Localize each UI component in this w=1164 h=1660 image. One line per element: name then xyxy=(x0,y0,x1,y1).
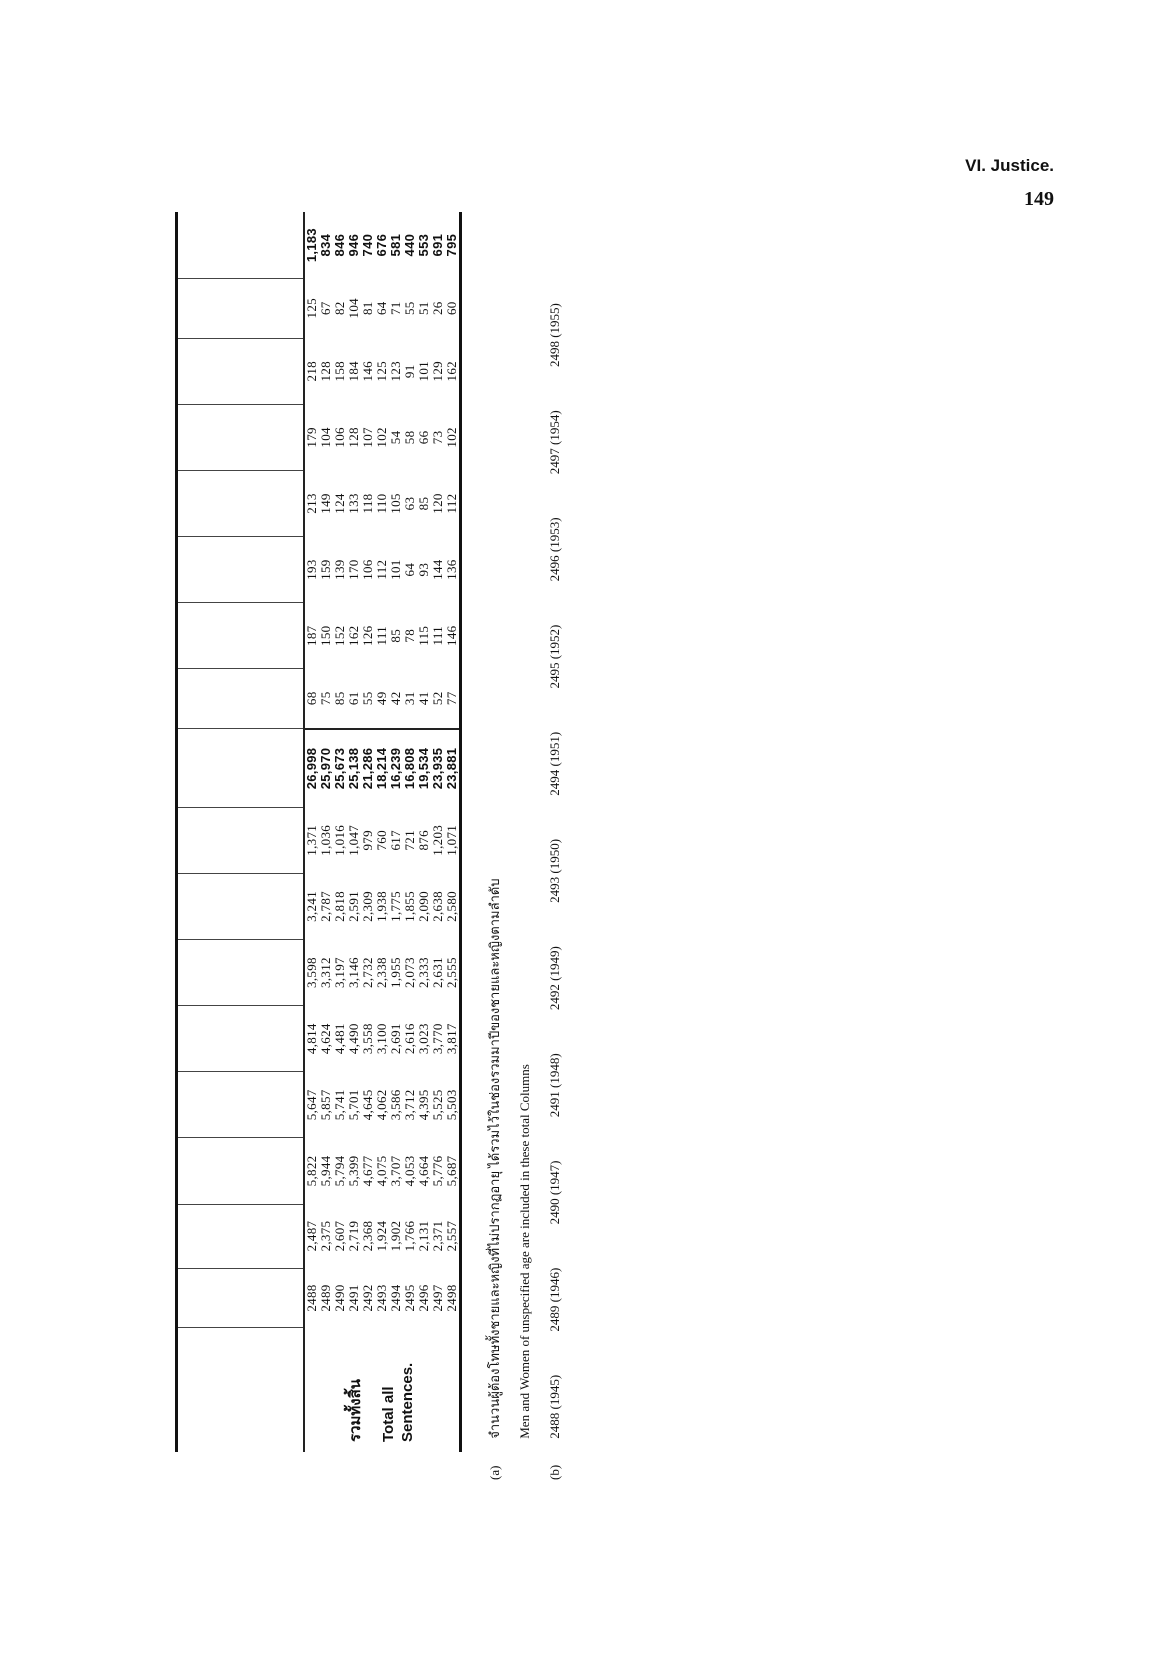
header-cell xyxy=(177,1138,305,1204)
header-cell xyxy=(177,212,305,278)
footnote-a-en: Men and Women of unspecified age are included in these total Columns xyxy=(517,1064,532,1439)
footnote-a xyxy=(480,480,510,1480)
header-cell xyxy=(177,729,305,808)
data-column: 193 159 139 170 106 112 101 64 93 144 136 xyxy=(304,559,460,580)
data-column: 68 75 85 61 55 49 42 31 41 52 77 xyxy=(304,691,460,706)
header-row xyxy=(177,212,305,1452)
data-column: 213 149 124 133 118 110 105 63 85 120 112 xyxy=(304,493,460,514)
year-mapping: 2496 (1953) xyxy=(547,517,562,582)
data-column: 5,822 5,944 5,794 5,399 4,677 4,075 3,707 4,053 4,664 5,776 5,687 xyxy=(304,1155,460,1187)
header-cell xyxy=(177,873,305,939)
year-mapping: 2497 (1954) xyxy=(547,410,562,475)
data-column: 1,371 1,036 1,016 1,047 979 760 617 721 876 1,203 1,071 xyxy=(304,824,460,856)
year-mapping: 2490 (1947) xyxy=(547,1160,562,1225)
data-column: 4,814 4,624 4,481 4,490 3,558 3,100 2,691 2,616 3,023 3,770 3,817 xyxy=(304,1023,460,1055)
header-cell xyxy=(177,470,305,536)
header-cell xyxy=(177,603,305,669)
header-cell xyxy=(177,537,305,603)
row-label-thai: รวมทั้งสิ้น xyxy=(347,1379,365,1442)
year-mapping: 2495 (1952) xyxy=(547,624,562,689)
footnote-b-mark: (b) xyxy=(547,1464,562,1480)
data-column: 3,598 3,312 3,197 3,146 2,732 2,338 1,955 2,073 2,333 2,631 2,555 xyxy=(304,957,460,988)
footnotes xyxy=(480,303,570,1480)
page-number: 149 xyxy=(1024,188,1054,210)
footnote-b xyxy=(540,303,570,1480)
data-column: 5,647 5,857 5,741 5,701 4,645 4,062 3,586 3,712 4,395 5,525 5,503 xyxy=(304,1089,460,1121)
women-total-column: 1,183 834 846 946 740 676 581 440 553 691 795 xyxy=(304,228,460,263)
header-cell xyxy=(177,1268,305,1328)
header-cell xyxy=(177,940,305,1006)
data-column: 125 67 82 104 81 64 71 55 51 26 60 xyxy=(304,298,460,319)
data-column: 2,487 2,375 2,607 2,719 2,368 1,924 1,902 1,766 2,131 2,371 2,557 xyxy=(304,1220,460,1252)
rotated-table-block xyxy=(175,212,460,1452)
footnote-a-english xyxy=(510,480,540,1480)
header-cell xyxy=(177,1072,305,1138)
row-label-en-1: Total all xyxy=(379,1386,397,1442)
year-mapping: 2494 (1951) xyxy=(547,731,562,796)
year-mapping: 2488 (1945) xyxy=(547,1374,562,1439)
year-mapping: 2491 (1948) xyxy=(547,1053,562,1118)
year-mapping: 2492 (1949) xyxy=(547,946,562,1011)
header-cell xyxy=(177,1204,305,1268)
header-cell xyxy=(177,1006,305,1072)
header-cell xyxy=(177,1328,305,1452)
men-total-column: 26,998 25,970 25,673 25,138 21,286 18,214 16,239 16,808 19,534 23,935 23,881 xyxy=(304,747,460,790)
header-cell xyxy=(177,669,305,729)
year-mapping: 2493 (1950) xyxy=(547,838,562,903)
sentences-table xyxy=(175,212,462,1452)
data-column: 3,241 2,787 2,818 2,591 2,309 1,938 1,775 1,855 2,090 2,638 2,580 xyxy=(304,891,460,922)
total-row xyxy=(304,212,461,1452)
year-column: 2488 2489 2490 2491 2492 2493 2494 2495 2496 2497 2498 xyxy=(304,1284,460,1312)
header-cell xyxy=(177,278,305,338)
data-column: 218 128 158 184 146 125 123 91 101 129 162 xyxy=(304,361,460,382)
header-cell xyxy=(177,807,305,873)
section-title: VI. Justice. xyxy=(965,156,1054,175)
row-label-en-2: Sentences. xyxy=(398,1362,416,1442)
header-cell xyxy=(177,404,305,470)
data-column: 179 104 106 128 107 102 54 58 66 73 102 xyxy=(304,427,460,448)
footnote-a-mark: (a) xyxy=(487,1465,502,1480)
year-mapping: 2489 (1946) xyxy=(547,1267,562,1332)
total-row-label xyxy=(304,1328,461,1452)
data-column: 187 150 152 162 126 111 85 78 115 111 146 xyxy=(304,625,460,646)
footnote-a-thai: จำนวนผู้ต้องโทษทั้งชายและหญิงที่ไม่ปรากฏอายุ ได้รวมไว้ในช่องรวมมาปีของชายและหญิงตามลำดับ xyxy=(487,878,502,1439)
header-cell xyxy=(177,338,305,404)
year-mapping: 2498 (1955) xyxy=(547,303,562,368)
